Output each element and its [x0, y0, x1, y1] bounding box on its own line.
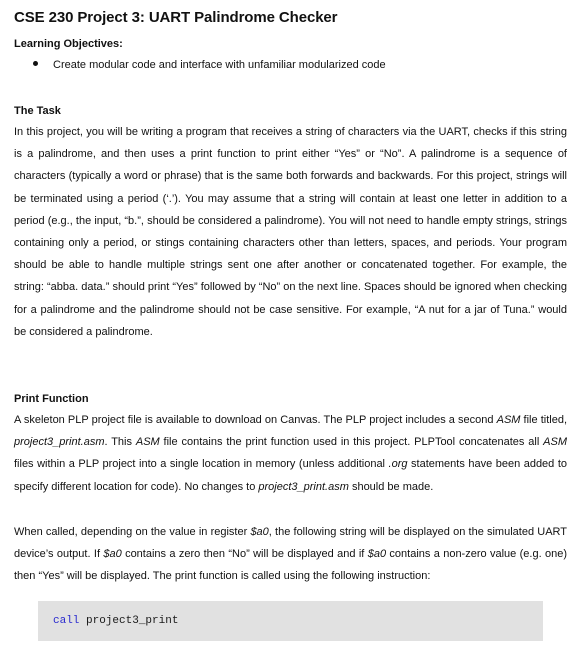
- task-heading: The Task: [14, 105, 61, 117]
- print-function-paragraph-2: When called, depending on the value in register $a0, the following string will be displayed on the simulated UART device’s output. If $a0 contains a zero then “No” will be displayed and if $a0 contains a non-zero value (e.g. one) then “Yes” will be displayed. The print function is called using the following instruction:: [14, 526, 567, 583]
- print-function-heading: Print Function: [14, 393, 89, 405]
- bullet-icon: [33, 61, 38, 66]
- code-argument: project3_print: [79, 615, 179, 627]
- code-line: [53, 615, 178, 627]
- task-paragraph: In this project, you will be writing a program that receives a string of characters via the UART, checks if this string is a palindrome, and then uses a print function to print either “Yes” or “No”. A palindrome is a sequence of characters (typically a word or phrase) that is the same both forwards and backwards. For this project, strings will be terminated using a period (‘.’). You may assume that a string will contain at least one letter in addition to a period (e.g., the input, “b.”, should be considered a palindrome). You will not need to handle empty strings, strings containing only a period, or stings containing characters other than letters, spaces, and periods. Your program should be able to handle multiple strings sent one after another or concatenated together. For example, the string: “abba. data.” should print “Yes” followed by “No” on the next line. Spaces should be ignored when checking for a palindrome and the palindrome should not be case sensitive. For example, “A nut for a jar of Tuna.” would be considered a palindrome.: [14, 126, 567, 338]
- code-keyword: call: [53, 615, 80, 627]
- objective-item-text: Create modular code and interface with unfamiliar modularized code: [53, 59, 386, 71]
- code-block: [38, 601, 543, 641]
- print-function-paragraph-1: A skeleton PLP project file is available to download on Canvas. The PLP project includes a second ASM file titled, project3_print.asm. This ASM file contains the print function used in this project. PLPTool concatenates all ASM files within a PLP project into a single location in memory (unless additional .org statements have been added to specify different location for code). No changes to project3_print.asm should be made.: [14, 414, 568, 493]
- objective-item: [33, 59, 386, 71]
- page-title: CSE 230 Project 3: UART Palindrome Checker: [14, 9, 338, 26]
- learning-objectives-heading: Learning Objectives:: [14, 38, 123, 50]
